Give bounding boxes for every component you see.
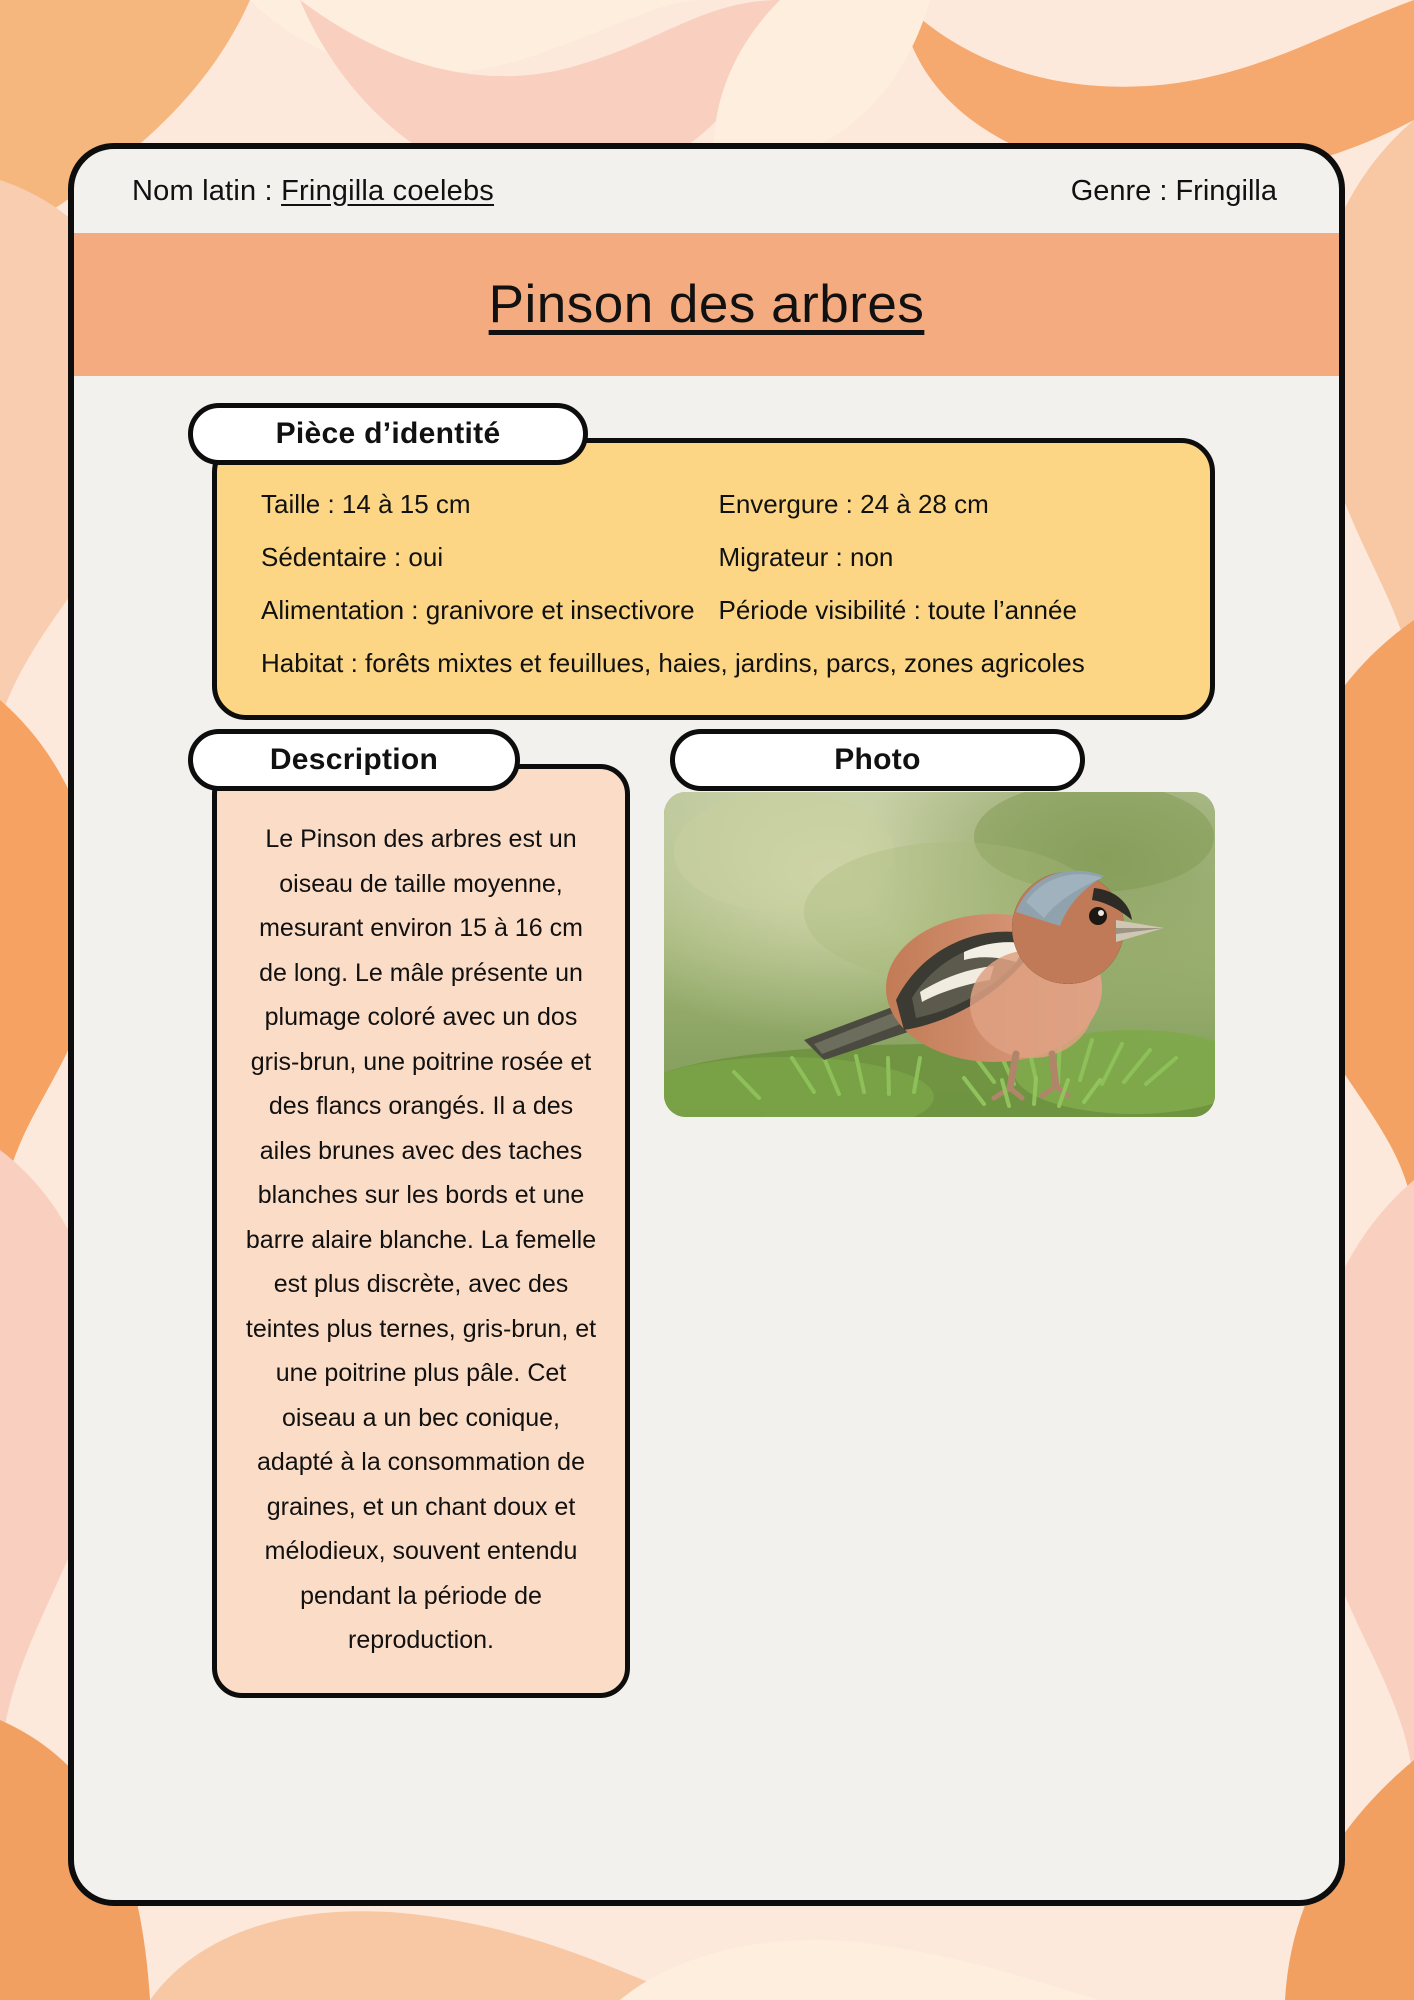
page-title: Pinson des arbres xyxy=(488,275,925,334)
lower-row xyxy=(212,743,1215,1698)
identity-chip-label: Pièce d’identité xyxy=(188,403,588,465)
identity-panel xyxy=(212,438,1215,720)
identity-field-envergure: Envergure : 24 à 28 cm xyxy=(718,489,989,519)
identity-field-habitat: Habitat : forêts mixtes et feuillues, haies, jardins, parcs, zones agricoles xyxy=(261,648,1085,678)
bird-fact-card xyxy=(68,143,1345,1906)
description-panel xyxy=(212,764,630,1698)
identity-grid xyxy=(261,489,1176,679)
card-header-row xyxy=(74,149,1339,233)
chaffinch-illustration xyxy=(664,792,1215,1117)
identity-field-alimentation: Alimentation : granivore et insectivore xyxy=(261,595,695,625)
photo-section xyxy=(664,743,1215,1117)
photo-chip-label: Photo xyxy=(670,729,1085,791)
description-section xyxy=(212,743,630,1698)
identity-field-migrateur: Migrateur : non xyxy=(718,542,894,572)
latin-name-line xyxy=(132,175,494,208)
latin-name-value: Fringilla coelebs xyxy=(281,174,495,207)
identity-field-sedentaire: Sédentaire : oui xyxy=(261,542,444,572)
title-band xyxy=(74,233,1339,376)
description-text: Le Pinson des arbres est un oiseau de taille moyenne, mesurant environ 15 à 16 cm de long. Le mâle présente un plumage coloré avec un dos gris-brun, une poitrine rosée et des flancs orangés. Il a des ailes brunes avec des taches blanches sur les bords et une barre alaire blanche. La femelle est plus discrète, avec des teintes plus ternes, gris-brun, et une poitrine plus pâle. Cet oiseau a un bec conique, adapté à la consommation de graines, et un chant doux et mélodieux, souvent entendu pendant la période de reproduction. xyxy=(245,825,597,1654)
description-chip-label: Description xyxy=(188,729,520,791)
identity-field-taille: Taille : 14 à 15 cm xyxy=(261,489,471,519)
chaffinch-photo xyxy=(664,792,1215,1117)
identity-field-periode-visibilite: Période visibilité : toute l’année xyxy=(718,595,1077,625)
latin-name-label: Nom latin : xyxy=(132,174,282,207)
identity-section xyxy=(212,417,1215,720)
genus-value: Genre : Fringilla xyxy=(1070,174,1277,207)
